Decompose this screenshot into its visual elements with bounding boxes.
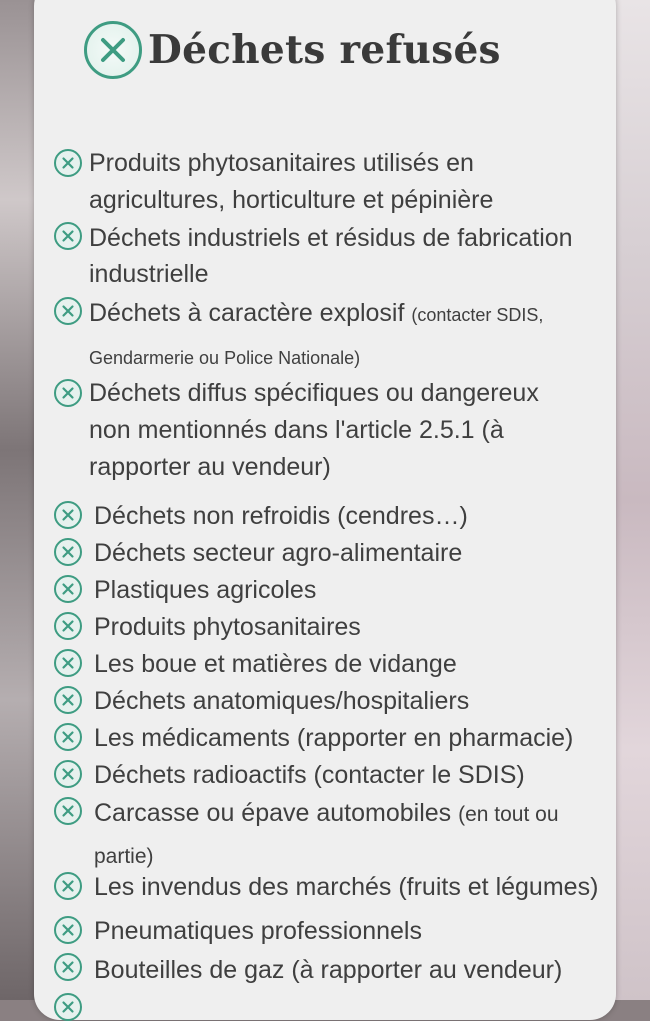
- list-item-text: Déchets radioactifs (contacter le SDIS): [94, 761, 525, 789]
- list-item-text: Produits phytosanitaires utilisés en agricultures, horticulture et pépinière: [89, 149, 494, 214]
- list-item-text: Pneumatiques professionnels: [94, 917, 422, 945]
- close-circle-icon: [54, 760, 82, 788]
- close-circle-icon: [54, 723, 82, 751]
- close-circle-icon: [54, 993, 82, 1021]
- close-circle-icon: [54, 222, 82, 250]
- list-item-text: Déchets non refroidis (cendres…): [94, 502, 468, 530]
- close-circle-icon: [54, 953, 82, 981]
- list-item-note: (en tout ou partie): [94, 803, 559, 868]
- list-item-text: Bouteilles de gaz (à rapporter au vendeur): [94, 956, 563, 984]
- close-circle-icon: [54, 149, 82, 177]
- close-circle-icon: [54, 686, 82, 714]
- list-item-text: Déchets à caractère explosif (contacter SDIS, Gendarmerie ou Police Nationale): [89, 299, 544, 368]
- close-circle-icon: [54, 297, 82, 325]
- list-item-text: Déchets secteur agro-alimentaire: [94, 539, 463, 567]
- list-item-text: Plastiques agricoles: [94, 576, 317, 604]
- list-item-text: Les invendus des marchés (fruits et légumes): [94, 873, 599, 901]
- close-circle-icon: [54, 797, 82, 825]
- page-title: Déchets refusés: [148, 27, 501, 73]
- list-item-text: Déchets diffus spécifiques ou dangereux non mentionnés dans l'article 2.5.1 (à rapporter au vendeur): [89, 379, 539, 481]
- close-circle-icon: [54, 872, 82, 900]
- list-item-text: Les boue et matières de vidange: [94, 650, 457, 678]
- list-item-text: Les médicaments (rapporter en pharmacie): [94, 724, 574, 752]
- close-circle-icon: [54, 649, 82, 677]
- close-circle-icon: [54, 612, 82, 640]
- list-item-note: (contacter SDIS, Gendarmerie ou Police Nationale): [89, 305, 544, 368]
- close-circle-icon: [54, 538, 82, 566]
- close-circle-icon: [54, 575, 82, 603]
- close-circle-icon: [54, 916, 82, 944]
- close-circle-icon: [54, 501, 82, 529]
- close-circle-icon: [54, 379, 82, 407]
- list-item-text: Produits phytosanitaires: [94, 613, 361, 641]
- list-item-text: Déchets anatomiques/hospitaliers: [94, 687, 470, 715]
- list-item-text: Déchets industriels et résidus de fabrication industrielle: [89, 224, 573, 288]
- list-item-text: Carcasse ou épave automobiles (en tout ou partie): [94, 799, 559, 868]
